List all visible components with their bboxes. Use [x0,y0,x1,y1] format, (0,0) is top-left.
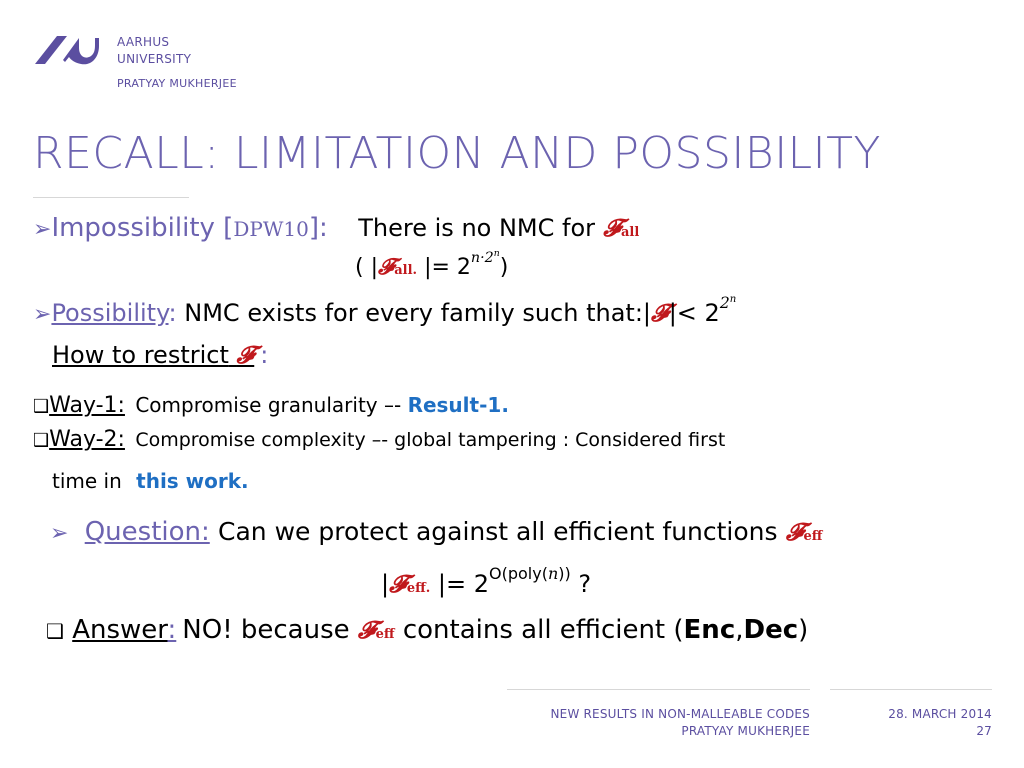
answer-label: Answer [72,615,168,645]
bound-exponent [720,294,736,312]
way1-text: Compromise granularity –- [135,393,402,417]
question-mark: ? [578,570,592,598]
family-symbol: 𝓕 [651,298,669,328]
header-author: PRATYAY MUKHERJEE [117,77,237,90]
impossibility-line [33,213,639,243]
impossibility-text: There is no NMC for [358,214,596,242]
family-symbol: 𝓕 [357,615,376,644]
paren-open: ( | [355,255,378,281]
way1-line [33,393,509,418]
way2-label: Way-2: [49,427,125,452]
checkbox-bullet-icon: ❑ [33,396,50,417]
answer-text2: contains all efficient ( [402,615,684,645]
restrict-colon: : [260,341,269,369]
result-1-link: Result-1 [407,393,502,417]
question-line [50,517,822,547]
family-subscript: eff [375,627,395,642]
impossibility-label-end: ]: [308,213,328,243]
page-number: 27 [976,724,992,738]
impossibility-size [355,248,509,281]
university-name-line2: UNIVERSITY [117,52,192,66]
restrict-text [52,341,254,369]
size-equation: |= 2 [424,255,471,281]
paren-close: ) [499,255,509,281]
exponent [471,250,500,266]
paren-close: ) [798,615,809,645]
exponent-n: n [547,564,559,583]
comma: , [735,615,744,645]
enc-label: Enc [683,615,736,645]
arrow-bullet-icon: ➢ [50,521,69,546]
checkbox-bullet-icon: ❑ [46,619,64,643]
citation: DPW10 [233,217,309,241]
possibility-text: NMC exists for every family such that:| [184,299,651,328]
this-work-link: this work [136,469,242,493]
exponent-base: n·2 [470,249,494,266]
footer-date: 28. MARCH 2014 [888,707,992,721]
bar-open: | [381,570,390,598]
possibility-label: Possibility [51,299,169,328]
footer-divider-left [507,689,810,690]
way2-text-cont: time in [52,469,122,493]
size-bound: |< 2 [668,299,720,328]
way1-period: . [501,393,509,417]
possibility-colon: : [168,299,177,328]
way2-text: Compromise complexity –- global tampering : Considered first [135,429,726,451]
exponent [489,564,571,583]
family-symbol: 𝓕 [603,213,621,242]
title-divider [33,197,189,198]
aarhus-logo-icon [33,30,101,68]
family-symbol: 𝓕 [378,254,395,281]
answer-text: NO! because [182,615,350,645]
way2-line2 [52,469,249,493]
question-label: Question: [84,517,210,547]
page-title: RECALL: LIMITATION AND POSSIBILITY [33,128,881,179]
arrow-bullet-icon: ➢ [33,302,52,328]
footer-talk-title: NEW RESULTS IN NON-MALLEABLE CODES [550,707,810,721]
arrow-bullet-icon: ➢ [33,217,52,242]
university-name-line1: AARHUS [117,35,170,49]
restrict-label: How to restrict [52,341,229,369]
family-subscript: all. [394,263,418,279]
exponent-inner: n [493,248,500,259]
family-symbol: 𝓕 [389,569,407,598]
way2-period: . [241,469,249,493]
way1-label: Way-1: [49,393,125,418]
family-subscript: eff [803,529,823,544]
size-equation: |= 2 [437,570,490,598]
possibility-line [33,294,737,328]
restrict-line [52,340,268,369]
impossibility-label: Impossibility [ [51,213,234,243]
exponent-base: 2 [719,294,730,313]
exponent-close: )) [558,564,571,583]
way2-line [33,427,725,452]
dec-label: Dec [743,615,799,645]
checkbox-bullet-icon: ❑ [33,430,50,451]
exponent-poly: O(poly( [489,564,548,583]
footer-author: PRATYAY MUKHERJEE [681,724,810,738]
family-symbol: 𝓕 [785,517,804,546]
answer-colon: : [167,615,177,645]
exponent-inner: n [729,294,737,305]
question-size [381,564,592,598]
question-text: Can we protect against all efficient functions [218,517,778,546]
footer-divider-right [830,689,992,690]
answer-line [46,615,808,645]
family-subscript: eff. [406,581,431,596]
family-subscript: all [621,225,640,240]
family-symbol: 𝓕 [236,340,255,369]
